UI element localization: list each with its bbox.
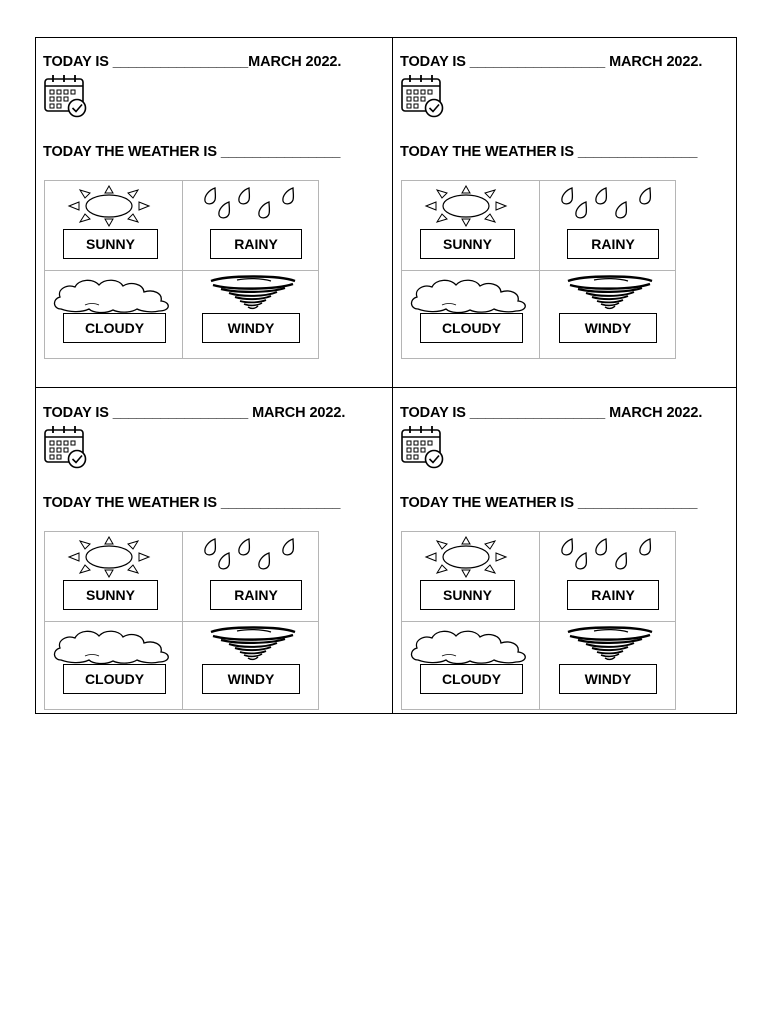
- option-rainy[interactable]: [540, 532, 677, 621]
- sun-icon: [422, 536, 510, 578]
- weather-prompt: TODAY THE WEATHER IS _______________: [43, 495, 341, 511]
- cloudy-label: CLOUDY: [420, 313, 523, 343]
- tornado-icon: [207, 275, 299, 313]
- weather-options-grid: [44, 180, 319, 359]
- tornado-icon: [564, 626, 656, 664]
- weather-options-grid: [401, 180, 676, 359]
- tornado-icon: [564, 275, 656, 313]
- card-divider-horizontal: [36, 387, 736, 388]
- sun-icon: [65, 536, 153, 578]
- windy-label: WINDY: [559, 664, 657, 694]
- sun-icon: [65, 185, 153, 227]
- option-cloudy[interactable]: [402, 271, 539, 360]
- option-cloudy[interactable]: [45, 622, 182, 711]
- cloudy-label: CLOUDY: [63, 664, 166, 694]
- rainy-label: RAINY: [210, 229, 302, 259]
- rainy-label: RAINY: [210, 580, 302, 610]
- date-prompt: TODAY IS _________________MARCH 2022.: [43, 54, 342, 70]
- date-prompt: TODAY IS _________________ MARCH 2022.: [400, 405, 703, 421]
- sunny-label: SUNNY: [420, 229, 515, 259]
- sunny-label: SUNNY: [420, 580, 515, 610]
- weather-cards-grid: [36, 38, 736, 713]
- weather-card-2: [393, 28, 749, 373]
- weather-options-grid: [401, 531, 676, 710]
- option-windy[interactable]: [183, 622, 320, 711]
- sunny-label: SUNNY: [63, 580, 158, 610]
- windy-label: WINDY: [559, 313, 657, 343]
- raindrops-icon: [558, 184, 658, 222]
- option-sunny[interactable]: [402, 181, 539, 270]
- rainy-label: RAINY: [567, 229, 659, 259]
- option-rainy[interactable]: [183, 181, 320, 270]
- calendar-check-icon: [400, 424, 446, 470]
- windy-label: WINDY: [202, 664, 300, 694]
- calendar-check-icon: [400, 73, 446, 119]
- option-cloudy[interactable]: [402, 622, 539, 711]
- option-sunny[interactable]: [45, 181, 182, 270]
- sunny-label: SUNNY: [63, 229, 158, 259]
- option-windy[interactable]: [540, 271, 677, 360]
- option-cloudy[interactable]: [45, 271, 182, 360]
- weather-prompt: TODAY THE WEATHER IS _______________: [43, 144, 341, 160]
- option-sunny[interactable]: [402, 532, 539, 621]
- cloud-icon: [51, 275, 175, 317]
- weather-card-4: [393, 379, 749, 724]
- rainy-label: RAINY: [567, 580, 659, 610]
- weather-prompt: TODAY THE WEATHER IS _______________: [400, 144, 698, 160]
- cloudy-label: CLOUDY: [420, 664, 523, 694]
- raindrops-icon: [201, 535, 301, 573]
- weather-card-3: [36, 379, 392, 724]
- weather-prompt: TODAY THE WEATHER IS _______________: [400, 495, 698, 511]
- cloud-icon: [408, 626, 532, 668]
- windy-label: WINDY: [202, 313, 300, 343]
- tornado-icon: [207, 626, 299, 664]
- calendar-check-icon: [43, 424, 89, 470]
- weather-card-1: [36, 28, 392, 373]
- option-windy[interactable]: [540, 622, 677, 711]
- cloud-icon: [51, 626, 175, 668]
- date-prompt: TODAY IS _________________ MARCH 2022.: [400, 54, 703, 70]
- raindrops-icon: [558, 535, 658, 573]
- calendar-check-icon: [43, 73, 89, 119]
- cloudy-label: CLOUDY: [63, 313, 166, 343]
- weather-options-grid: [44, 531, 319, 710]
- card-divider-vertical: [392, 38, 393, 713]
- option-sunny[interactable]: [45, 532, 182, 621]
- option-rainy[interactable]: [183, 532, 320, 621]
- worksheet-page: [35, 37, 737, 714]
- option-windy[interactable]: [183, 271, 320, 360]
- raindrops-icon: [201, 184, 301, 222]
- sun-icon: [422, 185, 510, 227]
- date-prompt: TODAY IS _________________ MARCH 2022.: [43, 405, 346, 421]
- option-rainy[interactable]: [540, 181, 677, 270]
- cloud-icon: [408, 275, 532, 317]
